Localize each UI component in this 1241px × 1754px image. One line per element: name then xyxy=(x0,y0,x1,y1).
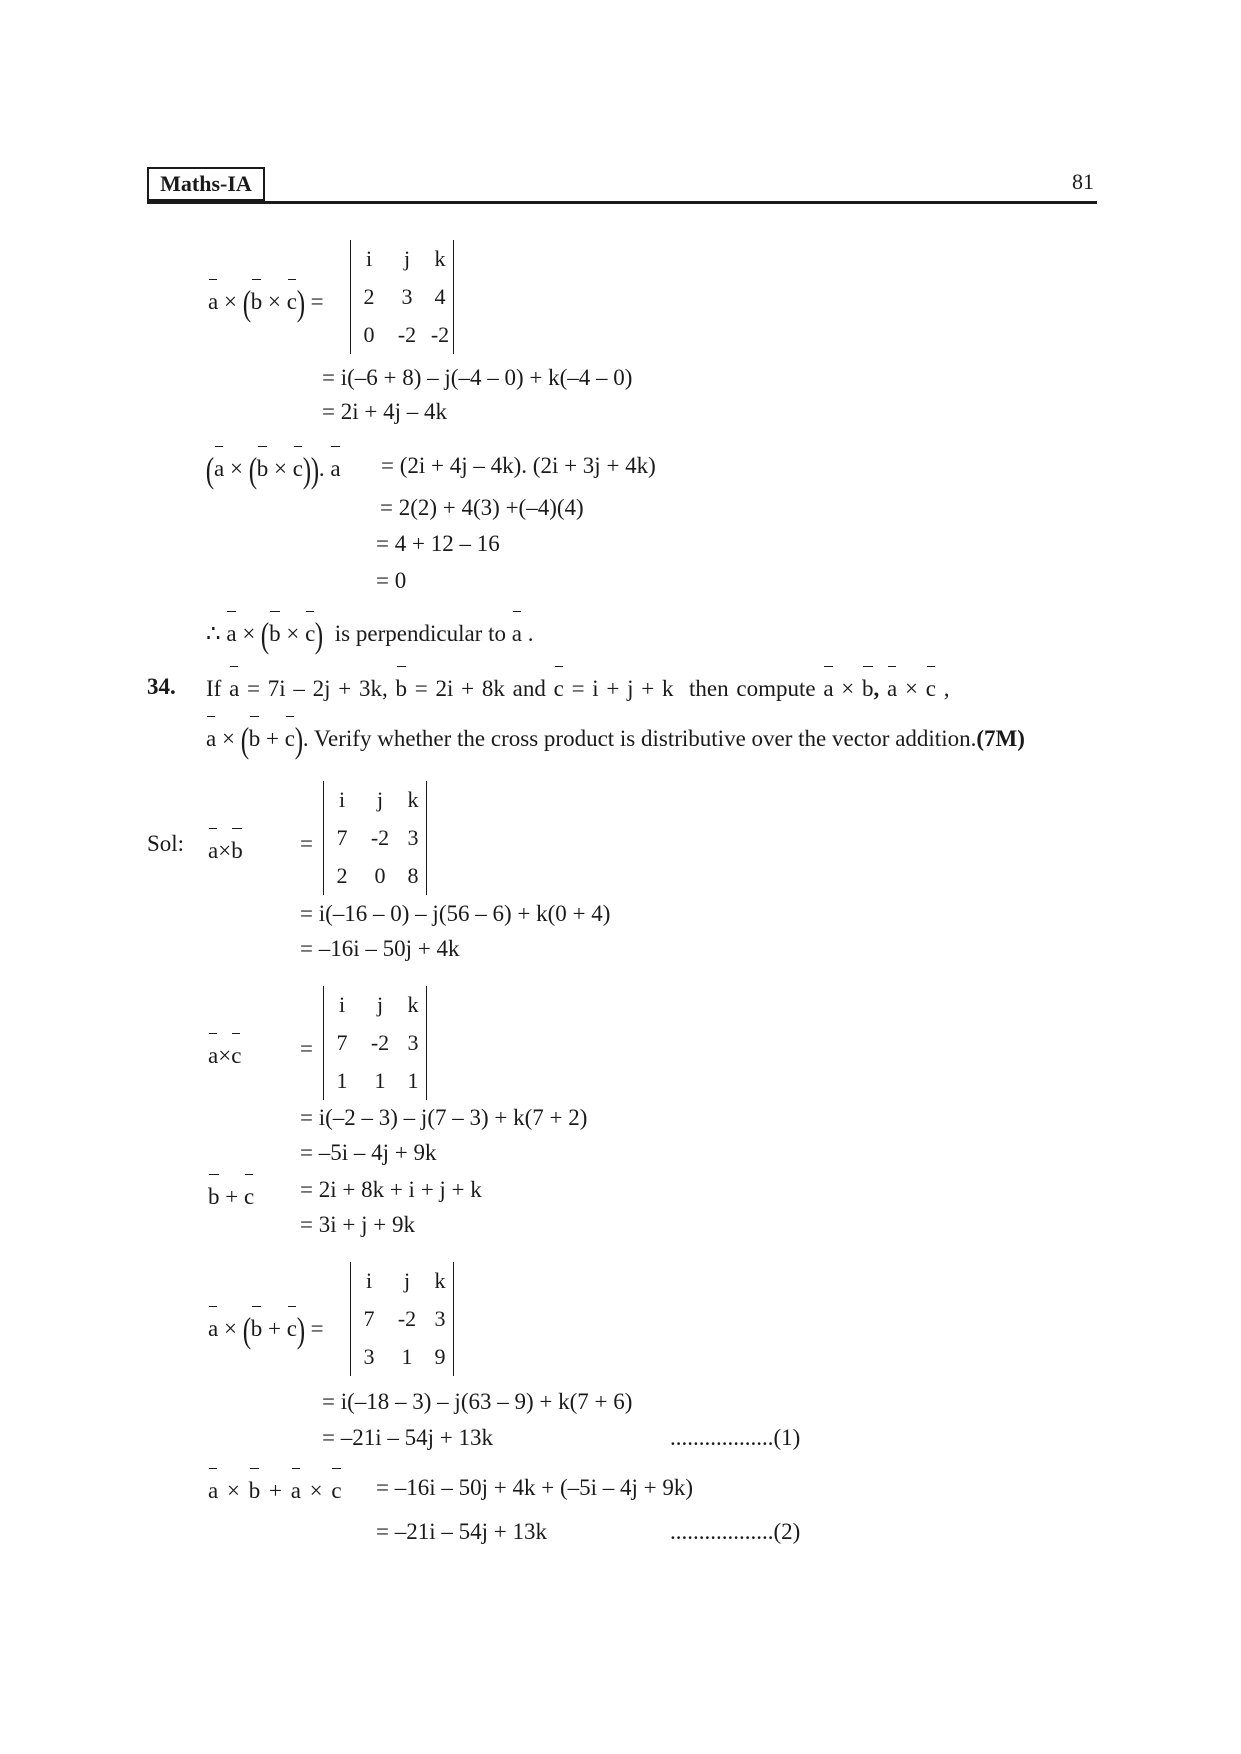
sum-rhs: = –16i – 50j + 4k + (–5i – 4j + 9k) xyxy=(376,1475,694,1500)
conclusion-line: ∴ a × (b × c) is perpendicular to a . xyxy=(206,615,534,655)
question-line-1: If a = 7i – 2j + 3k, b = 2i + 8k and c = i + j + k then compute a × b, a × c , xyxy=(206,676,950,701)
determinant-axb: i j k 7 -2 3 2 0 8 xyxy=(323,781,427,895)
axb-line-2: = –16i – 50j + 4k xyxy=(300,936,460,961)
dot-line-3: = 0 xyxy=(376,568,407,593)
dot-product-label: (a × (b × c)). a xyxy=(205,450,341,490)
question-number: 34. xyxy=(147,674,176,699)
equation-ref-1: ..................(1) xyxy=(670,1425,801,1450)
axbc-line-2: = –21i – 54j + 13k xyxy=(322,1425,493,1450)
axb-line-1: = i(–16 – 0) – j(56 – 6) + k(0 + 4) xyxy=(300,901,611,926)
axc-line-1: = i(–2 – 3) – j(7 – 3) + k(7 + 2) xyxy=(300,1105,588,1130)
determinant-axc: i j k 7 -2 3 1 1 1 xyxy=(323,986,427,1100)
bpc-line-2: = 3i + j + 9k xyxy=(300,1212,415,1237)
axb-equals: = xyxy=(300,831,313,856)
triple-product-label: a × (b × c) = xyxy=(208,283,324,323)
bpc-label: b + c xyxy=(208,1184,255,1209)
axc-label: a×c xyxy=(208,1043,242,1068)
axb-label: a×b xyxy=(208,838,243,863)
question-line-2: a × (b + c). Verify whether the cross product is distributive over the vector addition.(7M) xyxy=(206,720,1025,760)
bpc-line-1: = 2i + 8k + i + j + k xyxy=(300,1177,482,1202)
solution-label: Sol: xyxy=(147,831,185,856)
dot-product-rhs: = (2i + 4j – 4k). (2i + 3j + 4k) xyxy=(381,453,656,478)
header-rule xyxy=(147,201,1097,204)
subject-label: Maths-IA xyxy=(147,167,265,201)
axc-equals: = xyxy=(300,1036,313,1061)
expansion-line-1: = i(–6 + 8) – j(–4 – 0) + k(–4 – 0) xyxy=(322,365,633,390)
page-number: 81 xyxy=(1072,169,1094,194)
sum-label: a × b + a × c xyxy=(208,1478,342,1503)
dot-line-2: = 4 + 12 – 16 xyxy=(376,531,500,556)
determinant-axbc: i j k 7 -2 3 3 1 9 xyxy=(350,1262,454,1376)
axc-line-2: = –5i – 4j + 9k xyxy=(300,1140,437,1165)
dot-line-1: = 2(2) + 4(3) +(–4)(4) xyxy=(380,495,584,520)
equation-ref-2: ..................(2) xyxy=(670,1519,801,1544)
sum-line-2: = –21i – 54j + 13k xyxy=(376,1519,547,1544)
axbc-label: a × (b + c) = xyxy=(208,1310,324,1350)
axbc-line-1: = i(–18 – 3) – j(63 – 9) + k(7 + 6) xyxy=(322,1389,633,1414)
result-line-1: = 2i + 4j – 4k xyxy=(322,399,447,424)
determinant-1: i j k 2 3 4 0 -2 -2 xyxy=(350,240,454,354)
